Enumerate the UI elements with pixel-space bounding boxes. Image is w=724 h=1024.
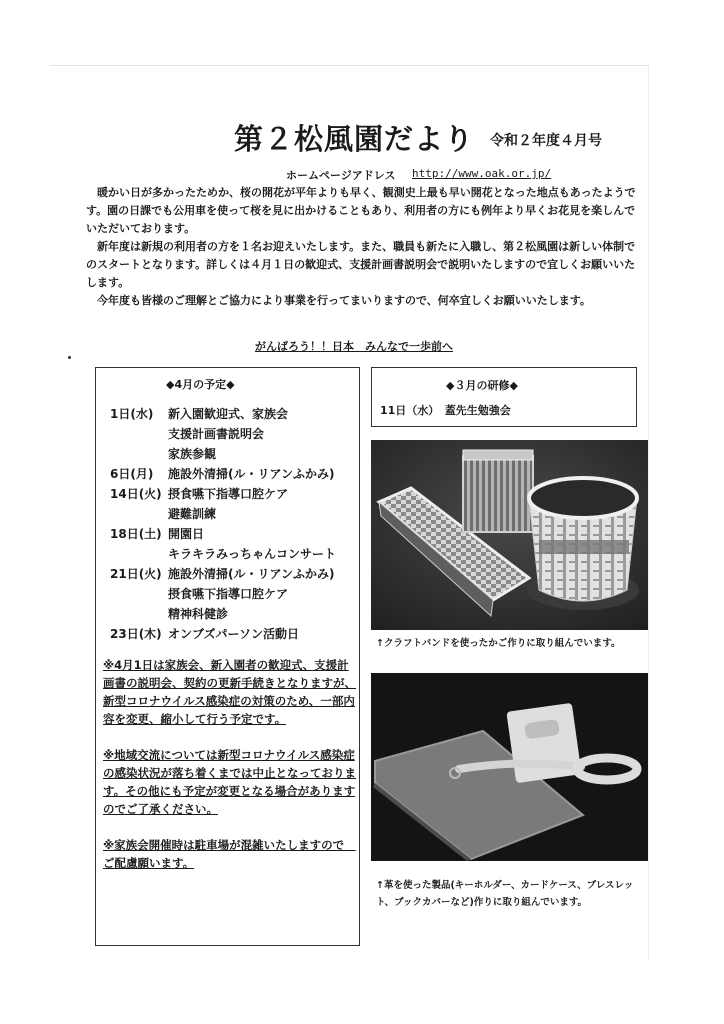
schedule-day: 23日(木) (110, 627, 162, 641)
leather-goods-photo (371, 673, 648, 861)
schedule-title: ◆4月の予定◆ (166, 378, 235, 391)
right-border-line (648, 66, 649, 961)
leather-goods-illustration (371, 673, 648, 861)
leather-goods-caption: ↑革を使った製品(キーホルダー、カードケース、ブレスレット、ブックカバーなど)作りに取り組んでいます。 (376, 880, 634, 908)
schedule-row (110, 444, 360, 464)
schedule-note: ※地域交流については新型コロナウイルス感染症の感染状況が落ち着くまでは中止となっております。その他にも予定が変更となる場合がありますのでご了承ください。 (103, 748, 356, 816)
schedule-row (110, 464, 360, 484)
schedule-row (110, 624, 360, 644)
schedule-day: 6日(月) (110, 467, 154, 481)
schedule-day: 14日(火) (110, 487, 162, 501)
top-border-line (50, 65, 650, 66)
schedule-event: 施設外清掃(ル・リアンふかみ) (168, 467, 335, 481)
newsletter-title: 第２松風園だより (234, 122, 475, 156)
schedule-event: 精神科健診 (168, 607, 229, 621)
schedule-day: 21日(火) (110, 567, 162, 581)
schedule-event: オンブズパーソン活動日 (168, 627, 300, 641)
training-item: 11日（水） 蓋先生勉強会 (380, 404, 511, 417)
schedule-event: 家族参観 (168, 447, 217, 461)
intro-paragraph: 新年度は新規の利用者の方を１名お迎えいたします。また、職員も新たに入職し、第２松風園は新しい体制でのスタートとなります。詳しくは４月１日の歓迎式、支援計画書説明会で説明いたしますので宜しくお願いいたします。 (86, 240, 636, 289)
schedule-event: 避難訓練 (168, 507, 217, 521)
craft-basket-photo (371, 440, 648, 630)
schedule-note: ※4月1日は家族会、新入園者の歓迎式、支援計画書の説明会、契約の更新手続きとなりますが、新型コロナウイルス感染症の対策のため、一部内容を変更、縮小して行う予定です。 (103, 658, 356, 726)
schedule-event: 摂食嚥下指導口腔ケア (168, 487, 289, 501)
schedule-row (110, 604, 360, 624)
schedule-row (110, 584, 360, 604)
schedule-row (110, 564, 360, 584)
stray-dot (68, 356, 71, 359)
slogan: がんばろう！！日本 みんなで一歩前へ (255, 340, 453, 353)
craft-basket-caption: ↑クラフトバンドを使ったかご作りに取り組んでいます。 (376, 638, 621, 649)
schedule-day: 1日(水) (110, 407, 154, 421)
schedule-row (110, 504, 360, 524)
schedule-notes (103, 656, 357, 890)
schedule-row (110, 424, 360, 444)
schedule-list (110, 404, 360, 644)
schedule-event: 開園日 (168, 527, 205, 541)
schedule-row (110, 544, 360, 564)
edition-label: 令和２年度４月号 (490, 133, 602, 149)
schedule-event: キラキラみっちゃんコンサート (168, 547, 337, 561)
march-training-box (371, 367, 637, 427)
schedule-row (110, 524, 360, 544)
schedule-row (110, 484, 360, 504)
craft-basket-illustration (371, 440, 648, 630)
intro-paragraph: 暖かい日が多かったためか、桜の開花が平年よりも早く、観測史上最も早い開花となった地点もあったようです。園の日課でも公用車を使って桜を見に出かけることもあり、利用者の方にも例年より早くお花見を楽しんでいただいております。 (86, 186, 636, 235)
schedule-row (110, 404, 360, 424)
schedule-event: 支援計画書説明会 (168, 427, 265, 441)
homepage-url-link[interactable]: http://www.oak.or.jp/ (412, 167, 552, 180)
schedule-day: 18日(土) (110, 527, 162, 541)
schedule-event: 新入園歓迎式、家族会 (168, 407, 289, 421)
homepage-label: ホームページアドレス (286, 169, 396, 182)
training-title: ◆３月の研修◆ (446, 379, 518, 392)
intro-text (86, 184, 646, 310)
intro-paragraph: 今年度も皆様のご理解とご協力により事業を行ってまいりますので、何卒宜しくお願いいたします。 (86, 294, 591, 307)
schedule-note: ※家族会開催時は駐車場が混雑いたしますので ご配慮願います。 (103, 838, 356, 870)
schedule-event: 施設外清掃(ル・リアンふかみ) (168, 567, 335, 581)
schedule-event: 摂食嚥下指導口腔ケア (168, 587, 289, 601)
